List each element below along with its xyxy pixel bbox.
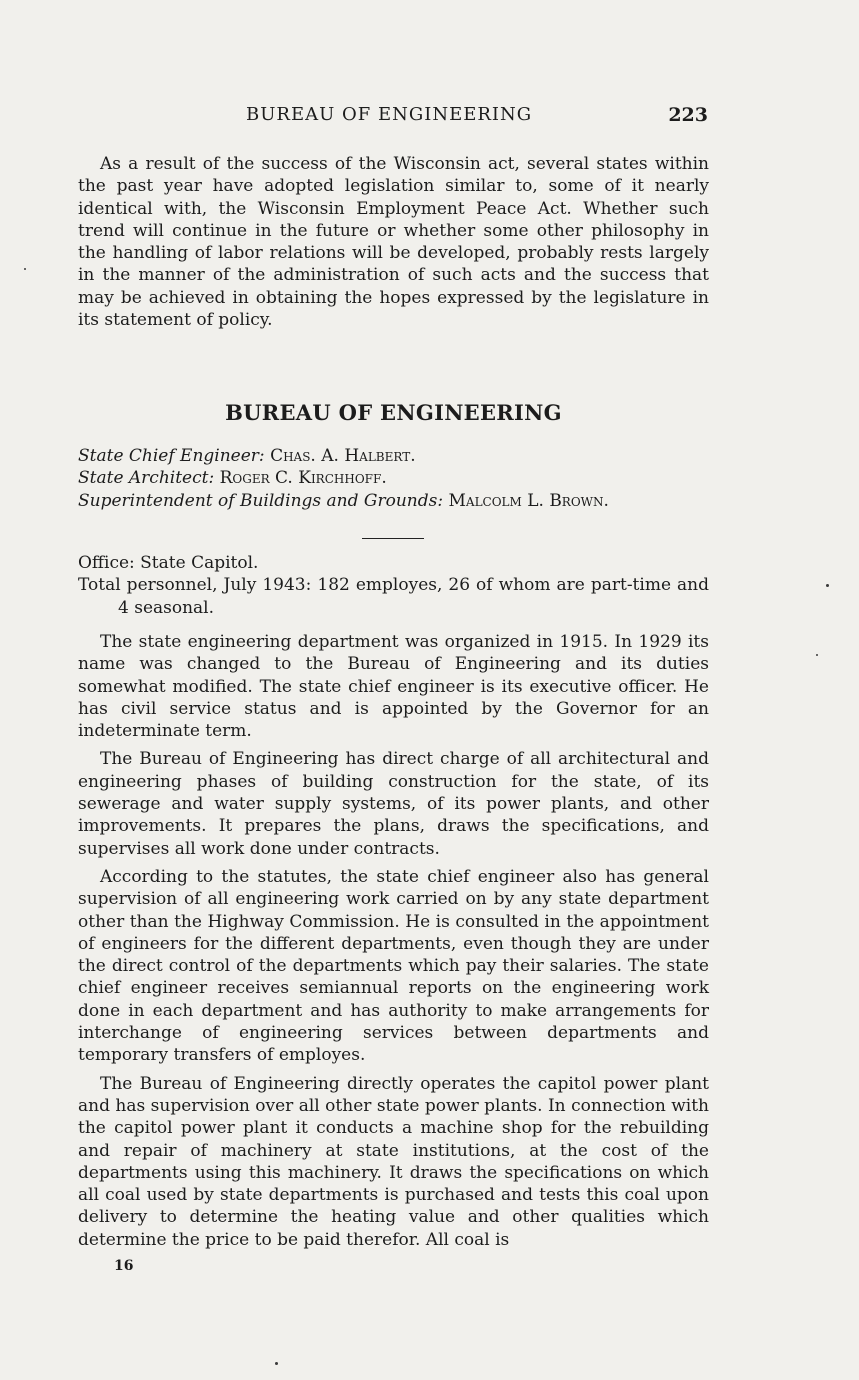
body-paragraph: The state engineering department was organized in 1915. In 1929 its name was changed to the Bureau of Engineering and its duties somewhat modified. The state chief engineer is its executive officer. He has civil service status and is appointed by the Governor for an indeterminate term.: [78, 632, 709, 742]
office-info: [78, 552, 709, 619]
personnel-line: Total personnel, July 1943: 182 employes, 26 of whom are part-time and 4 seasonal.: [78, 575, 709, 618]
print-speck: [24, 268, 26, 270]
body-paragraph: The Bureau of Engineering has direct charge of all architectural and engineering phases of building construction for the state, of its sewerage and water supply systems, of its power plants, and other improvements. It prepares the plans, draws the specifications, and supervises all work done under contracts.: [78, 749, 709, 859]
body-paragraph: The Bureau of Engineering directly operates the capitol power plant and has supervision over all other state power plants. In connection with the capitol power plant it conducts a machine shop for the rebuilding and repair of machinery at state institutions, at the cost of the departments using this machinery. It draws the specifications on which all coal used by state departments is purchased and tests this coal upon delivery to determine the heating value and other qualities which determine the price to be paid therefor. All coal is: [78, 1073, 709, 1250]
print-speck: [826, 584, 829, 587]
official-name: Chas. A. Halbert.: [270, 446, 416, 466]
intro-paragraph: As a result of the success of the Wisconsin act, several states within the past year have adopted legislation similar to, some of it nearly identical with, the Wisconsin Employment Peace Act. Whether such trend will continue in the future or whether some other philosophy in the handling of labor relations will be developed, probably rests largely in the manner of the administration of such acts and the success that may be achieved in obtaining the hopes expressed by the legislature in its statement of policy.: [78, 154, 709, 331]
section-divider: [362, 538, 424, 539]
office-line: Office: State Capitol.: [78, 553, 259, 573]
official-row: [78, 467, 718, 489]
official-row: [78, 490, 718, 512]
official-role: State Chief Engineer:: [78, 446, 265, 466]
official-role: State Architect:: [78, 468, 215, 489]
running-head: [78, 104, 708, 130]
official-row: [78, 445, 718, 467]
running-head-title: BUREAU OF ENGINEERING: [246, 104, 533, 125]
print-speck: [275, 1362, 278, 1365]
official-name: Roger C. Kirchhoff.: [219, 468, 387, 489]
bureau-description: [78, 631, 709, 1257]
body-paragraph: According to the statutes, the state chief engineer also has general supervision of all engineering work carried on by any state department other than the Highway Commission. He is consulted in the appointment of engineers for the different departments, even though they are under the direct control of the departments which pay their salaries. The state chief engineer receives semiannual reports on the engineering work done in each department and has authority to make arrangements for interchange of engineering services between departments and temporary transfers of employes.: [78, 866, 709, 1066]
official-name: Malcolm L. Brown.: [448, 490, 609, 511]
intro-section: [78, 153, 709, 331]
officials-list: [78, 445, 718, 512]
official-role: Superintendent of Buildings and Grounds:: [78, 490, 444, 511]
signature-folio: 16: [114, 1258, 134, 1274]
print-speck: [816, 654, 818, 656]
section-heading: BUREAU OF ENGINEERING: [225, 400, 562, 425]
page-number: 223: [668, 104, 708, 126]
